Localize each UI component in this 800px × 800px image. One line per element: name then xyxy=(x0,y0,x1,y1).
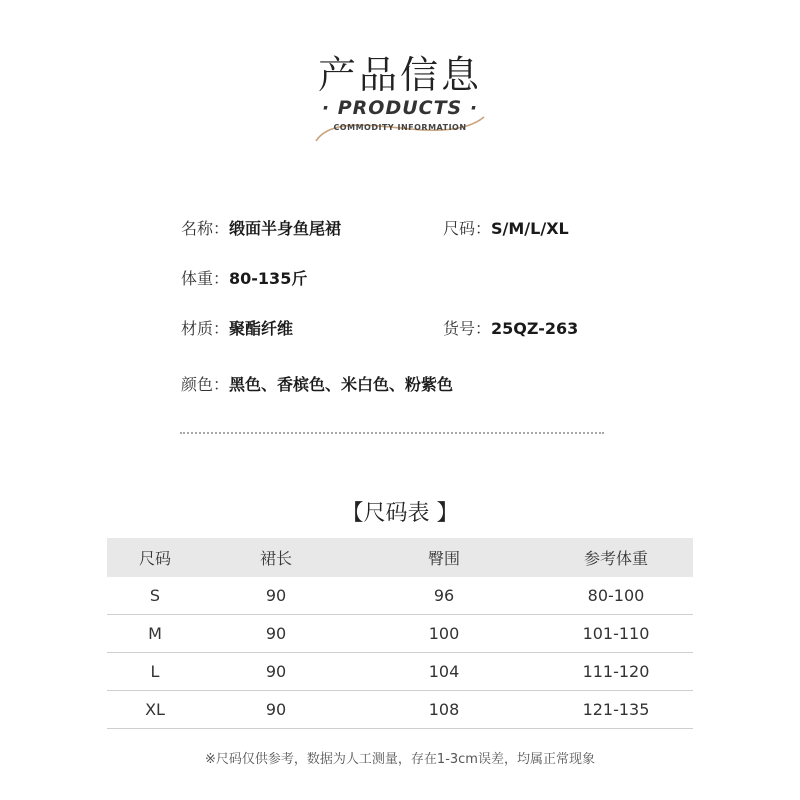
table-row xyxy=(107,691,693,729)
header-hip: 臀围 xyxy=(349,538,539,577)
cell-size: S xyxy=(107,577,203,615)
header-length: 裙长 xyxy=(203,538,349,577)
table-row xyxy=(107,615,693,653)
cell-hip: 100 xyxy=(349,615,539,653)
info-weight xyxy=(181,266,307,289)
product-info-title: 产品信息 xyxy=(317,53,482,97)
info-name xyxy=(181,216,341,239)
cell-size: M xyxy=(107,615,203,653)
info-sku-label: 货号： xyxy=(443,319,492,338)
info-color xyxy=(181,372,453,395)
info-name-value: 缎面半身鱼尾裙 xyxy=(229,219,342,238)
cell-length: 90 xyxy=(203,653,349,691)
cell-hip: 108 xyxy=(349,691,539,729)
cell-hip: 96 xyxy=(349,577,539,615)
info-weight-value: 80-135斤 xyxy=(229,269,308,288)
info-color-value: 黑色、香槟色、米白色、粉紫色 xyxy=(229,375,454,394)
info-color-label: 颜色： xyxy=(181,375,230,394)
cell-weight: 101-110 xyxy=(539,615,693,653)
products-subtitle: · PRODUCTS · xyxy=(321,97,479,119)
commodity-information-caption: COMMODITY INFORMATION xyxy=(333,123,467,132)
cell-length: 90 xyxy=(203,615,349,653)
dotted-divider xyxy=(180,432,604,434)
size-table xyxy=(107,538,693,729)
cell-weight: 121-135 xyxy=(539,691,693,729)
measurement-note: ※尺码仅供参考，数据为人工测量，存在1-3cm误差，均属正常现象 xyxy=(205,752,595,767)
info-sku xyxy=(443,316,578,339)
table-header-row xyxy=(107,538,693,577)
table-row xyxy=(107,577,693,615)
info-size xyxy=(443,216,569,239)
info-sku-value: 25QZ-263 xyxy=(491,319,579,338)
header-weight: 参考体重 xyxy=(539,538,693,577)
cell-size: XL xyxy=(107,691,203,729)
info-size-label: 尺码： xyxy=(443,219,492,238)
info-material-label: 材质： xyxy=(181,319,230,338)
info-name-label: 名称： xyxy=(181,219,230,238)
cell-weight: 80-100 xyxy=(539,577,693,615)
info-material xyxy=(181,316,293,339)
cell-length: 90 xyxy=(203,577,349,615)
cell-size: L xyxy=(107,653,203,691)
cell-weight: 111-120 xyxy=(539,653,693,691)
table-row xyxy=(107,653,693,691)
cell-length: 90 xyxy=(203,691,349,729)
cell-hip: 104 xyxy=(349,653,539,691)
info-size-value: S/M/L/XL xyxy=(491,219,569,238)
info-weight-label: 体重： xyxy=(181,269,230,288)
header-size: 尺码 xyxy=(107,538,203,577)
size-table-title: 【尺码表 】 xyxy=(341,501,459,526)
info-material-value: 聚酯纤维 xyxy=(229,319,294,338)
